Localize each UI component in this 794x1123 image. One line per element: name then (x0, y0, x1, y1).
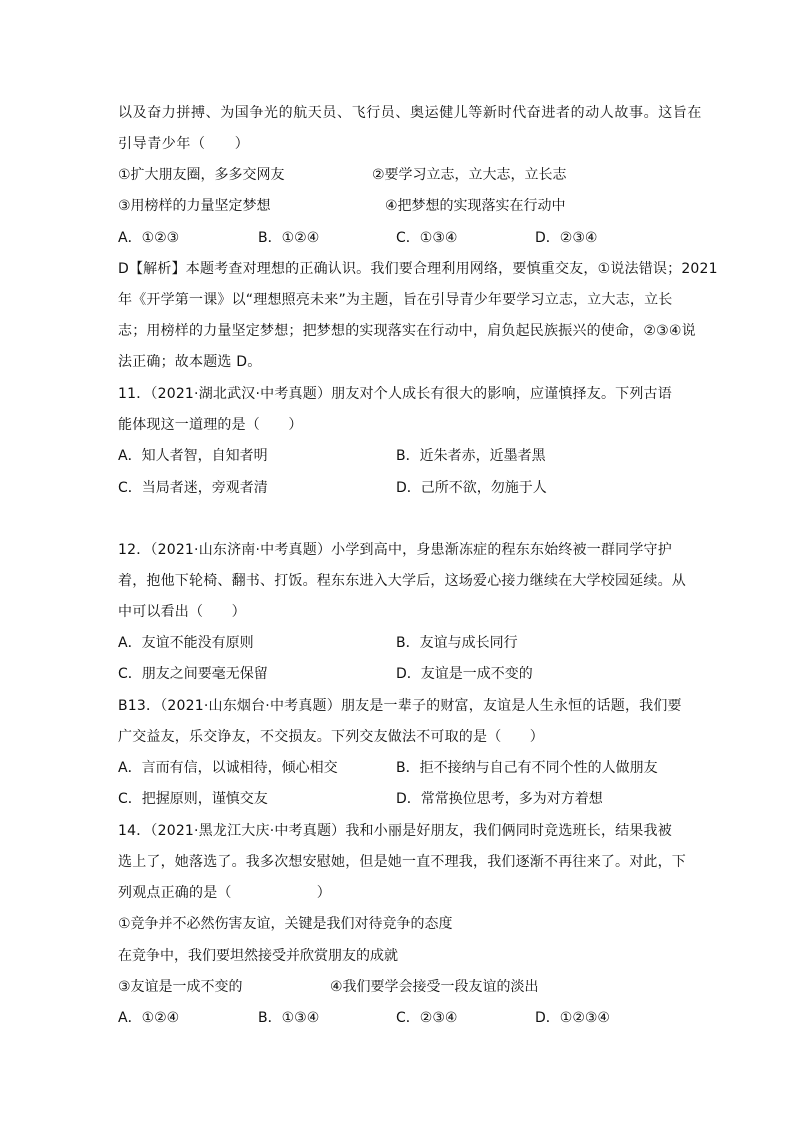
q10-option-c: C．①③④ (396, 230, 458, 246)
q12-option-c: C．朋友之间要毫无保留 (118, 666, 268, 682)
q10-statement-2: ②要学习立志，立大志，立长志 (372, 167, 567, 183)
q10-explanation-line-3: 志；用榜样的力量坚定梦想；把梦想的实现落实在行动中，肩负起民族振兴的使命，②③④说 (118, 323, 696, 339)
q10-option-a: A．①②③ (118, 230, 180, 246)
q12-option-d: D．友谊是一成不变的 (396, 666, 533, 682)
q10-statement-4: ④把梦想的实现落实在行动中 (385, 198, 566, 214)
q13-option-b: B．拒不接纳与自己有不同个性的人做朋友 (396, 760, 658, 776)
q14-statement-2: 在竞争中，我们要坦然接受并欣赏朋友的成就 (118, 948, 398, 964)
q13-stem-line-1: B13．（2021·山东烟台·中考真题）朋友是一辈子的财富，友谊是人生永恒的话题，我们要 (118, 698, 682, 714)
q12-option-a: A．友谊不能没有原则 (118, 635, 254, 651)
q13-stem-line-2: 广交益友，乐交诤友，不交损友。下列交友做法不可取的是（ ） (118, 729, 544, 745)
q13-option-c: C．把握原则，谨慎交友 (118, 791, 268, 807)
q12-stem-line-1: 12．（2021·山东济南·中考真题）小学到高中，身患渐冻症的程东东始终被一群同学守护 (118, 542, 672, 558)
q12-stem-line-3: 中可以看出（ ） (118, 604, 246, 620)
q14-stem-line-1: 14．（2021·黑龙江大庆·中考真题）我和小丽是好朋友，我们俩同时竞选班长，结果我被 (118, 823, 672, 839)
q13-option-d: D．常常换位思考，多为对方着想 (396, 791, 603, 807)
q14-statement-1: ①竞争并不必然伤害友谊，关键是我们对待竞争的态度 (118, 916, 453, 932)
q11-option-c: C．当局者迷，旁观者清 (118, 480, 268, 496)
q14-statement-4: ④我们要学会接受一段友谊的淡出 (330, 979, 539, 995)
q11-stem-line-1: 11．（2021·湖北武汉·中考真题）朋友对个人成长有很大的影响，应谨慎择友。下列古语 (118, 386, 672, 402)
q11-stem-line-2: 能体现这一道理的是（ ） (118, 417, 303, 433)
q11-option-a: A．知人者智，自知者明 (118, 448, 268, 464)
q13-option-a: A．言而有信，以诚相待，倾心相交 (118, 760, 338, 776)
q14-option-b: B．①③④ (258, 1010, 320, 1026)
q12-stem-line-2: 着，抱他下轮椅、翻书、打饭。程东东进入大学后，这场爱心接力继续在大学校园延续。从 (118, 573, 686, 589)
q14-stem-line-2: 选上了，她落选了。我多次想安慰她，但是她一直不理我，我们逐渐不再往来了。对此，下 (118, 854, 686, 870)
q10-option-d: D．②③④ (535, 230, 598, 246)
q10-explanation-line-1: D【解析】本题考查对理想的正确认识。我们要合理利用网络，要慎重交友，①说法错误；2021 (118, 261, 718, 277)
q10-explanation-line-4: 法正确；故本题选 D。 (118, 354, 262, 370)
q10-statement-3: ③用榜样的力量坚定梦想 (118, 198, 271, 214)
q14-option-a: A．①②④ (118, 1010, 180, 1026)
q12-option-b: B．友谊与成长同行 (396, 635, 518, 651)
q14-option-d: D．①②③④ (535, 1010, 610, 1026)
q14-statement-3: ③友谊是一成不变的 (118, 979, 243, 995)
q10-stem-line-2: 引导青少年（ ） (118, 136, 250, 152)
q10-explanation-line-2: 年《开学第一课》以“理想照亮未来”为主题，旨在引导青少年要学习立志，立大志，立长 (118, 292, 673, 308)
q10-option-b: B．①②④ (258, 230, 320, 246)
q10-statement-1: ①扩大朋友圈，多多交网友 (118, 167, 285, 183)
q14-stem-line-3: 列观点正确的是（ ） (118, 885, 331, 901)
q14-option-c: C．②③④ (396, 1010, 458, 1026)
q11-option-b: B．近朱者赤，近墨者黑 (396, 448, 546, 464)
q10-stem-line-1: 以及奋力拼搏、为国争光的航天员、飞行员、奥运健儿等新时代奋进者的动人故事。这旨在 (118, 105, 702, 121)
q11-option-d: D．己所不欲，勿施于人 (396, 480, 547, 496)
